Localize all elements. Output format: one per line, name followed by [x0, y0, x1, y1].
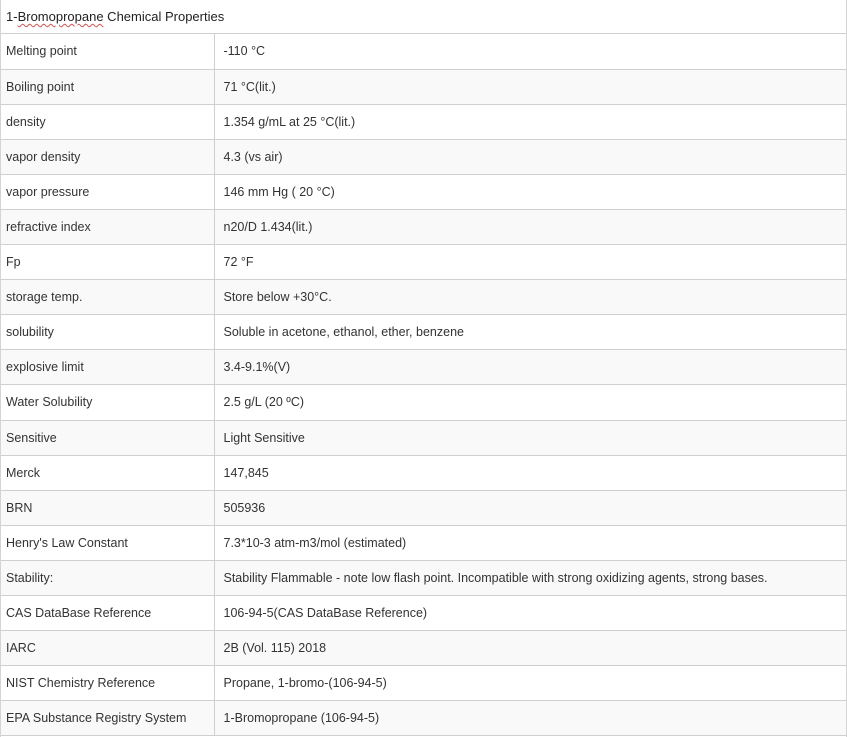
table-row	[1, 385, 846, 420]
property-name: refractive index	[1, 209, 214, 244]
table-row	[1, 280, 846, 315]
table-row	[1, 631, 846, 666]
table-row	[1, 525, 846, 560]
property-value: Soluble in acetone, ethanol, ether, benzene	[214, 315, 846, 350]
table-row	[1, 596, 846, 631]
property-name: density	[1, 104, 214, 139]
table-row	[1, 139, 846, 174]
table-row	[1, 455, 846, 490]
property-name: IARC	[1, 631, 214, 666]
property-name: vapor density	[1, 139, 214, 174]
table-row	[1, 315, 846, 350]
property-name: NIST Chemistry Reference	[1, 666, 214, 701]
property-name: solubility	[1, 315, 214, 350]
property-value: 147,845	[214, 455, 846, 490]
property-value: 72 °F	[214, 245, 846, 280]
property-name: BRN	[1, 490, 214, 525]
property-name: EPA Substance Registry System	[1, 701, 214, 736]
table-row	[1, 701, 846, 736]
property-name: Fp	[1, 245, 214, 280]
property-name: Boiling point	[1, 69, 214, 104]
table-row	[1, 69, 846, 104]
table-row	[1, 420, 846, 455]
property-value: Propane, 1-bromo-(106-94-5)	[214, 666, 846, 701]
property-name: Stability:	[1, 560, 214, 595]
property-name: Melting point	[1, 34, 214, 69]
property-value: Stability Flammable - note low flash point. Incompatible with strong oxidizing agents, strong bases.	[214, 560, 846, 595]
property-name: Sensitive	[1, 420, 214, 455]
property-value: Light Sensitive	[214, 420, 846, 455]
property-value: 106-94-5(CAS DataBase Reference)	[214, 596, 846, 631]
property-name: explosive limit	[1, 350, 214, 385]
property-value: n20/D 1.434(lit.)	[214, 209, 846, 244]
property-name: Henry's Law Constant	[1, 525, 214, 560]
properties-table	[1, 34, 846, 736]
property-value: 4.3 (vs air)	[214, 139, 846, 174]
property-name: Water Solubility	[1, 385, 214, 420]
table-row	[1, 560, 846, 595]
property-value: 2B (Vol. 115) 2018	[214, 631, 846, 666]
property-value: 505936	[214, 490, 846, 525]
property-value: 1-Bromopropane (106-94-5)	[214, 701, 846, 736]
table-row	[1, 666, 846, 701]
table-row	[1, 174, 846, 209]
title-suffix: Chemical Properties	[103, 9, 225, 24]
title-word: Bromopropane	[17, 9, 104, 24]
property-value: 2.5 g/L (20 ºC)	[214, 385, 846, 420]
property-value: 3.4-9.1%(V)	[214, 350, 846, 385]
property-name: vapor pressure	[1, 174, 214, 209]
property-name: Merck	[1, 455, 214, 490]
table-row	[1, 350, 846, 385]
title-prefix: 1-	[6, 9, 18, 24]
table-row	[1, 104, 846, 139]
table-row	[1, 490, 846, 525]
property-name: storage temp.	[1, 280, 214, 315]
property-value: Store below +30°C.	[214, 280, 846, 315]
table-row	[1, 209, 846, 244]
table-row	[1, 34, 846, 69]
property-value: -110 °C	[214, 34, 846, 69]
property-value: 1.354 g/mL at 25 °C(lit.)	[214, 104, 846, 139]
table-row	[1, 245, 846, 280]
page-title	[1, 0, 846, 34]
property-value: 71 °C(lit.)	[214, 69, 846, 104]
property-value: 7.3*10-3 atm-m3/mol (estimated)	[214, 525, 846, 560]
property-name: CAS DataBase Reference	[1, 596, 214, 631]
property-value: 146 mm Hg ( 20 °C)	[214, 174, 846, 209]
